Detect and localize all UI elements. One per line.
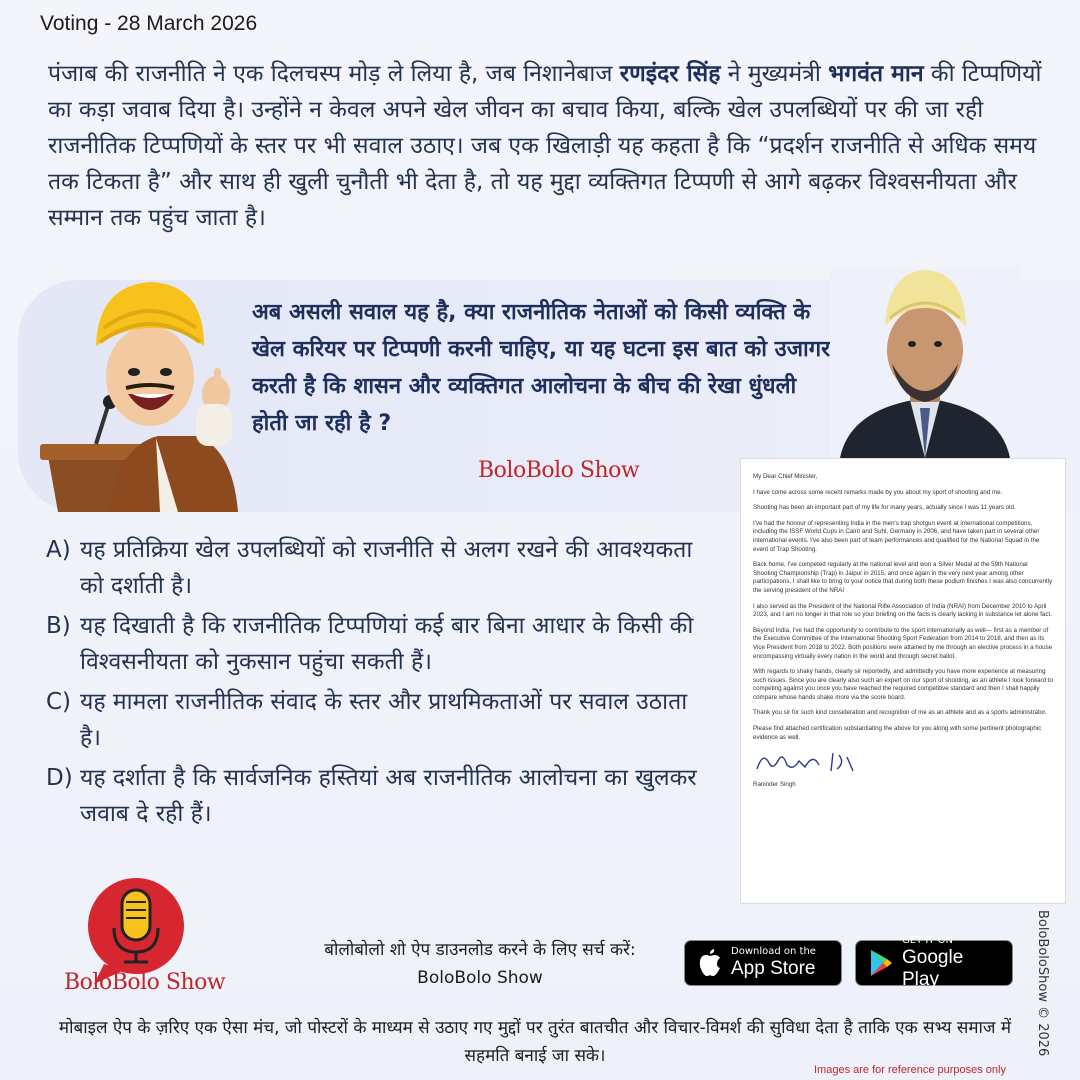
letter-paragraph: Thank you sir for such kind consideration and recognition of me as an athlete and as a sports administrator. (753, 709, 1047, 717)
letter-paragraph: Please find attached certification substantiating the above for you along with some pertinent photographic evidence as well. (753, 725, 1042, 741)
letter-paragraph: With regards to shaky hands, clearly sir reportedly, and admittedly you have more experience at measuring such issues. Since you are clearly also such an expert on our sport of shooting, as an athlete I look forward to competing against you once you have reached the required competitive standard and then I shall happily compare whose hands shake more via the score board. (753, 668, 1053, 701)
option-key: B) (46, 613, 71, 639)
option-a[interactable] (46, 532, 706, 604)
app-store-button[interactable] (684, 940, 842, 986)
watermark-logo-text: BoloBolo Show (478, 458, 640, 483)
option-c[interactable] (46, 684, 706, 756)
footer-description: मोबाइल ऐप के ज़रिए एक ऐसा मंच, जो पोस्टरों के माध्यम से उठाए गए मुद्दों पर तुरंत बातचीत और विचार-विमर्श की सुविधा देता है ताकि एक सभ्य समाज में सहमति बनाई जा सके। (58, 1018, 1012, 1066)
option-b[interactable] (46, 608, 706, 680)
vertical-copyright: BoloBoloShow © 2026 (1035, 910, 1050, 1057)
date-header: Voting - 28 March 2026 (40, 12, 258, 35)
apple-icon (697, 949, 723, 977)
option-text: यह मामला राजनीतिक संवाद के स्तर और प्राथमिकताओं पर सवाल उठाता है। (80, 689, 688, 751)
signature-scribble (753, 749, 873, 775)
question-text: अब असली सवाल यह है, क्या राजनीतिक नेताओं को किसी व्यक्ति के खेल करियर पर टिप्पणी करनी चाहिए, या यह घटना इस बात को उजागर करती है कि शासन और व्यक्तिगत आलोचना के बीच की रेखा धुंधली होती जा रही है ? (252, 300, 831, 436)
app-store-big: App Store (731, 958, 816, 979)
intro-name-raninder: रणइंदर सिंह (619, 61, 721, 87)
letter-signature-name: Raninder Singh (753, 780, 796, 788)
search-term: BoloBolo Show (417, 968, 543, 988)
app-store-small: Download on the (731, 946, 816, 957)
letter-image (740, 458, 1066, 904)
google-play-small: GET IT ON (902, 935, 953, 946)
intro-paragraph (48, 56, 1048, 236)
intro-text-3: की टिप्पणियों का कड़ा जवाब दिया है। उन्होंने न केवल अपने खेल जीवन का बचाव किया, बल्कि खेल उपलब्धियों पर की जा रही राजनीतिक टिप्पणियों के स्तर पर भी सवाल उठाए। जब एक खिलाड़ी यह कहता है कि “प्रदर्शन राजनीति से अधिक समय तक टिकता है” और साथ ही खुली चुनौती भी देता है, तो यह मुद्दा व्यक्तिगत टिप्पणी से आगे बढ़कर विश्वसनीयता और सम्मान तक पहुंच जाता है। (48, 61, 1042, 231)
option-text: यह दिखाती है कि राजनीतिक टिप्पणियां कई बार बिना आधार के किसी की विश्वसनीयता को नुकसान पहुंचा सकती हैं। (80, 613, 694, 675)
intro-text-2: ने मुख्यमंत्री (720, 61, 829, 87)
search-prompt-text: बोलोबोलो शो ऐप डाउनलोड करने के लिए सर्च करें: (324, 940, 636, 960)
option-key: D) (46, 765, 73, 791)
answer-options (46, 532, 706, 836)
letter-paragraph: I've had the honour of representing India in the men's trap shotgun event at international competitions, including the ISSF World Cups in Cairo and Suhl, Germany in 2006, and have taken part in several other international events. I've also been part of team performances and qualified for the National Squad in the event of Trap Shooting. (753, 519, 1040, 553)
letter-salutation: My Dear Chief Minister, (753, 473, 818, 480)
letter-paragraph: I have come across some recent remarks made by you about my sport of shooting and me. (753, 488, 1003, 496)
brand-logo-text: BoloBolo Show (64, 970, 226, 995)
image-disclaimer: Images are for reference purposes only (814, 1064, 1006, 1076)
letter-paragraph: Beyond India, I've had the opportunity to contribute to the sport internationally as well— first as a member of the Executive Committee of the International Shooting Sport Federation from 2014 to 2018, and then as its Vice President from 2018 to 2022. Both positions were attained by me through an elective process in a house encompassing virtually every nation in the world and through secret ballot. (753, 626, 1053, 660)
person-photo (830, 268, 1020, 458)
option-d[interactable] (46, 760, 706, 832)
caricature-illustration (38, 276, 248, 512)
intro-name-bhagwant: भगवंत मान (828, 61, 924, 87)
option-text: यह दर्शाता है कि सार्वजनिक हस्तियां अब राजनीतिक आलोचना का खुलकर जवाब दे रही हैं। (80, 765, 697, 827)
search-prompt (300, 936, 660, 992)
intro-text-1: पंजाब की राजनीति ने एक दिलचस्प मोड़ ले लिया है, जब निशानेबाज (48, 61, 620, 87)
option-text: यह प्रतिक्रिया खेल उपलब्धियों को राजनीति से अलग रखने की आवश्यकता को दर्शाती है। (80, 537, 693, 599)
option-key: A) (46, 537, 71, 563)
google-play-icon (868, 949, 894, 977)
letter-paragraph: Shooting has been an important part of my life for many years, actually since I was 11 years old. (753, 504, 1016, 512)
letter-paragraph: I also served as the President of the National Rifle Association of India (NRAI) from December 2010 to April 2023, and I am no longer in that role so your briefing on the facts is clearly lacking in substance let alone fact. (753, 602, 1052, 619)
google-play-button[interactable] (855, 935, 1013, 990)
letter-paragraph: Back home, I've competed regularly at the national level and won a Silver Medal at the 59th National Shooting Championship (Trap) in Jaipur in 2015, and once again in the very next year among other participations. I shall like to bring to your notice that during both these podium finishes I was also concurrently the serving president of the NRAI (753, 561, 1053, 594)
option-key: C) (46, 689, 72, 715)
google-play-big: Google Play (902, 947, 964, 990)
